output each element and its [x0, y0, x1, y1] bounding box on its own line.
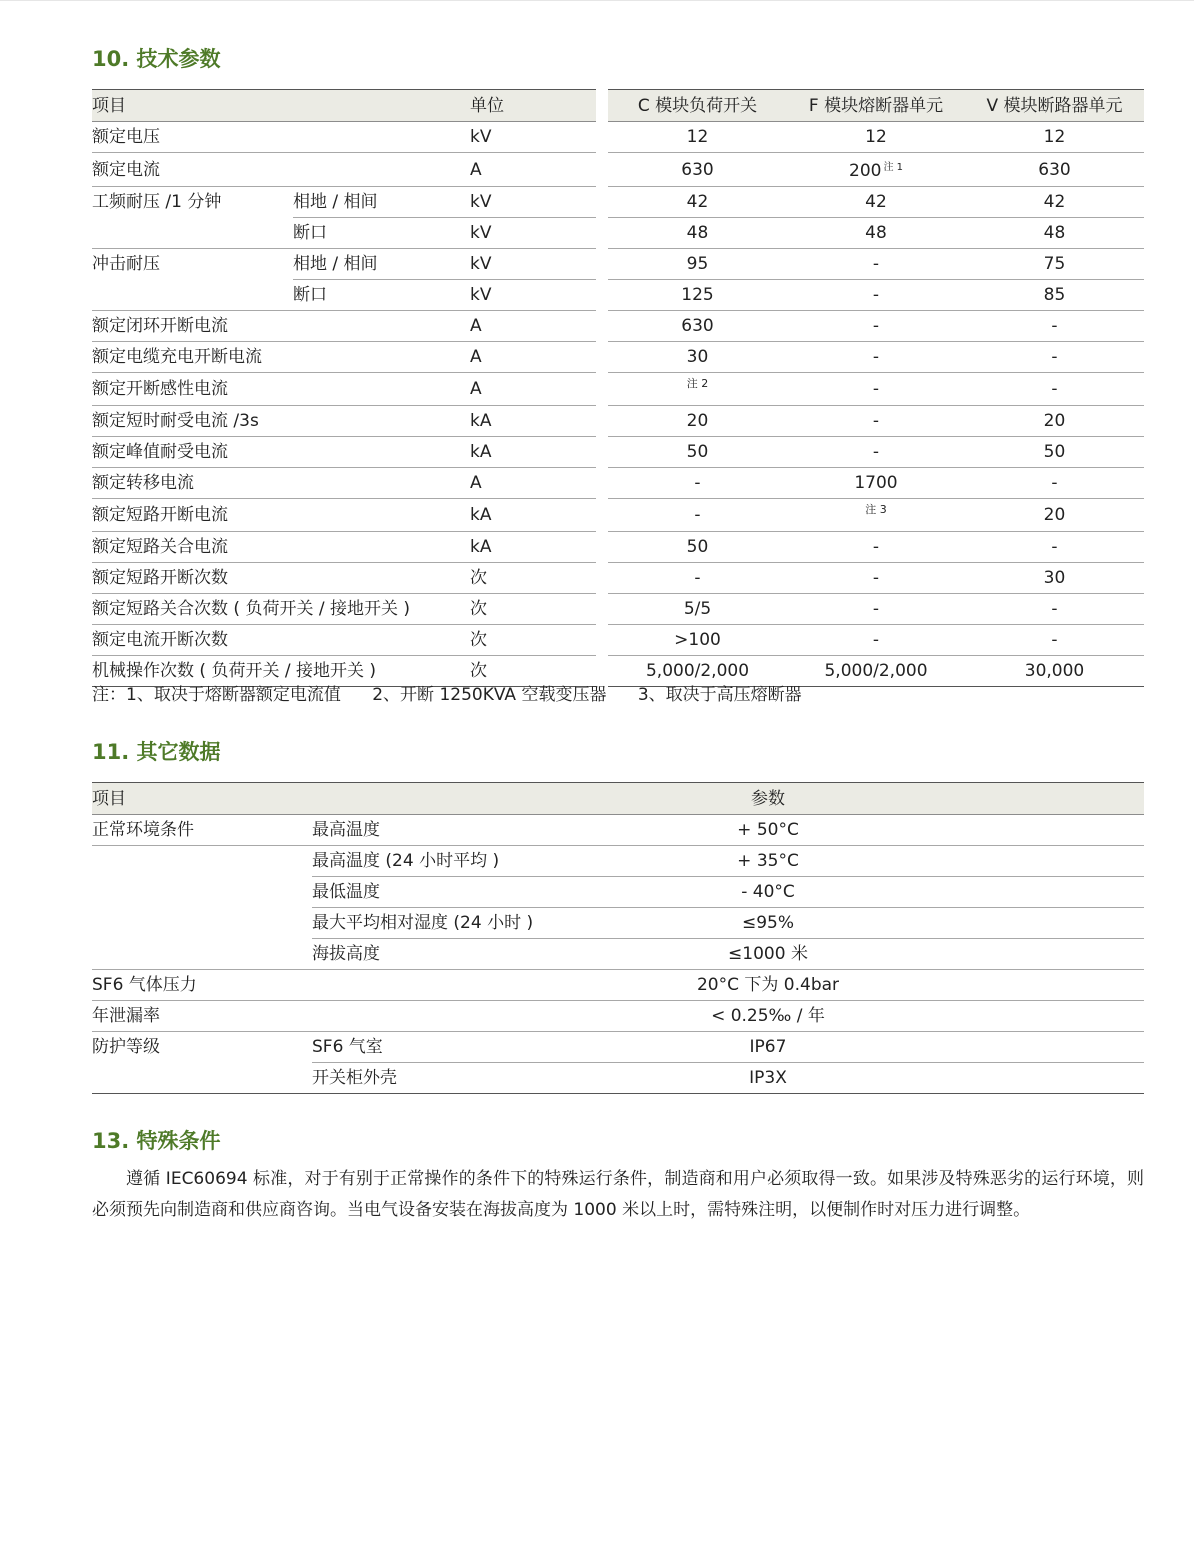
cell-c: 5/5	[608, 594, 787, 625]
cell-f: -	[787, 249, 965, 280]
row-unit: A	[470, 311, 596, 342]
row-value: IP67	[542, 1032, 1144, 1063]
header-c-module: C 模块负荷开关	[608, 90, 787, 122]
cell-c: 12	[608, 122, 787, 153]
cell-v: 630	[965, 153, 1144, 187]
table-row	[92, 877, 1144, 908]
row-label: 机械操作次数 ( 负荷开关 / 接地开关 )	[92, 656, 470, 687]
row-unit: kV	[470, 122, 596, 153]
table-row	[92, 311, 1144, 342]
header-item: 项目	[92, 783, 542, 815]
row-label: 额定电流开断次数	[92, 625, 470, 656]
top-rule	[0, 0, 1194, 1]
cell-c: -	[608, 499, 787, 532]
tech-params-table	[92, 89, 1144, 687]
row-unit: A	[470, 153, 596, 187]
row-value: ≤95%	[542, 908, 1144, 939]
cell-f: -	[787, 594, 965, 625]
row-label: 额定电缆充电开断电流	[92, 342, 470, 373]
cell-f: -	[787, 406, 965, 437]
cell-v: 12	[965, 122, 1144, 153]
row-label: 防护等级	[92, 1037, 160, 1058]
table-row	[92, 249, 1144, 280]
cell-v: 42	[965, 187, 1144, 218]
table-row	[92, 1063, 1144, 1094]
row-label: 额定短路开断电流	[92, 499, 470, 532]
footnote-marker: 注 2	[686, 377, 709, 390]
table-header-row	[92, 783, 1144, 815]
cell-f: -	[787, 625, 965, 656]
cell-c: 30	[608, 342, 787, 373]
cell-c: >100	[608, 625, 787, 656]
row-sublabel: 相地 / 相间	[293, 249, 470, 280]
footnote-2: 2、开断 1250KVA 空载变压器	[372, 685, 607, 705]
special-conditions-paragraph: 遵循 IEC60694 标准，对于有别于正常操作的条件下的特殊运行条件，制造商和用户必须取得一致。如果涉及特殊恶劣的运行环境，则必须预先向制造商和供应商咨询。当电气设备安装在海拔高度为 1000 米以上时，需特殊注明，以便制作时对压力进行调整。	[92, 1169, 1144, 1220]
cell-f: 42	[787, 187, 965, 218]
footnote-1: 注：1、取决于熔断器额定电流值	[92, 685, 341, 705]
row-label: 额定短路关合次数 ( 负荷开关 / 接地开关 )	[92, 594, 470, 625]
table-row	[92, 280, 1144, 311]
table-row	[92, 468, 1144, 499]
cell-f: -	[787, 373, 965, 406]
row-label: 工频耐压 /1 分钟	[92, 192, 222, 213]
row-unit: A	[470, 468, 596, 499]
header-unit: 单位	[470, 90, 596, 122]
cell-v: -	[965, 468, 1144, 499]
row-value: 20°C 下为 0.4bar	[542, 970, 1144, 1001]
table-row	[92, 815, 1144, 846]
cell-f: 1700	[787, 468, 965, 499]
cell-f: 48	[787, 218, 965, 249]
row-label: 冲击耐压	[92, 254, 160, 275]
row-sublabel: 最高温度	[312, 815, 542, 846]
row-label: 额定电流	[92, 153, 470, 187]
cell-f: -	[787, 342, 965, 373]
header-v-module: V 模块断路器单元	[965, 90, 1144, 122]
cell-c: 95	[608, 249, 787, 280]
row-sublabel: 断口	[293, 280, 470, 311]
row-unit: 次	[470, 656, 596, 687]
table-row	[92, 187, 1144, 218]
table-row	[92, 625, 1144, 656]
row-unit: A	[470, 373, 596, 406]
other-data-table	[92, 782, 1144, 1094]
cell-f	[787, 153, 965, 187]
header-f-module: F 模块熔断器单元	[787, 90, 965, 122]
row-label: 额定开断感性电流	[92, 373, 470, 406]
row-value: + 50°C	[542, 815, 1144, 846]
table-footnotes	[92, 680, 828, 705]
row-unit: A	[470, 342, 596, 373]
cell-c: 50	[608, 532, 787, 563]
table-row	[92, 218, 1144, 249]
table-row	[92, 532, 1144, 563]
table-row	[92, 908, 1144, 939]
cell-f: -	[787, 437, 965, 468]
table-row	[92, 373, 1144, 406]
cell-f	[787, 499, 965, 532]
cell-f: -	[787, 563, 965, 594]
cell-c: 42	[608, 187, 787, 218]
row-label: SF6 气体压力	[92, 970, 542, 1001]
cell-f: -	[787, 311, 965, 342]
section-10-title: 10. 技术参数	[92, 47, 221, 71]
row-label: 正常环境条件	[92, 815, 312, 846]
cell-v: 85	[965, 280, 1144, 311]
table-row	[92, 437, 1144, 468]
cell-v: -	[965, 373, 1144, 406]
cell-c	[608, 373, 787, 406]
cell-f: 12	[787, 122, 965, 153]
cell-v: 50	[965, 437, 1144, 468]
row-sublabel: 海拔高度	[312, 939, 542, 970]
cell-c: 20	[608, 406, 787, 437]
table-row	[92, 122, 1144, 153]
row-unit: kV	[470, 249, 596, 280]
row-value: ≤1000 米	[542, 939, 1144, 970]
table-row	[92, 939, 1144, 970]
cell-f: 5,000/2,000	[787, 656, 965, 687]
row-unit: kV	[470, 280, 596, 311]
cell-c: 630	[608, 311, 787, 342]
row-label: 额定电压	[92, 122, 470, 153]
row-label: 年泄漏率	[92, 1001, 542, 1032]
cell-c: 5,000/2,000	[608, 656, 787, 687]
row-unit: kA	[470, 406, 596, 437]
row-label: 额定短路开断次数	[92, 563, 470, 594]
row-unit: kA	[470, 532, 596, 563]
row-unit: kA	[470, 437, 596, 468]
cell-v: -	[965, 594, 1144, 625]
cell-f-value: 200	[849, 161, 882, 181]
cell-c: 48	[608, 218, 787, 249]
table-row	[92, 499, 1144, 532]
row-label: 额定短时耐受电流 /3s	[92, 406, 470, 437]
row-sublabel: 开关柜外壳	[312, 1063, 542, 1094]
row-value: < 0.25‰ / 年	[542, 1001, 1144, 1032]
cell-f: -	[787, 532, 965, 563]
cell-v: 20	[965, 406, 1144, 437]
row-value: + 35°C	[542, 846, 1144, 877]
header-param: 参数	[542, 783, 1144, 815]
table-row	[92, 1032, 1144, 1063]
section-11-title: 11. 其它数据	[92, 740, 221, 764]
row-label: 额定短路关合电流	[92, 532, 470, 563]
cell-c: 50	[608, 437, 787, 468]
cell-c: 630	[608, 153, 787, 187]
table-row	[92, 594, 1144, 625]
cell-f: -	[787, 280, 965, 311]
cell-v: 48	[965, 218, 1144, 249]
table-row	[92, 563, 1144, 594]
cell-v: -	[965, 342, 1144, 373]
cell-c: 125	[608, 280, 787, 311]
row-sublabel: 最大平均相对湿度 (24 小时 )	[312, 908, 542, 939]
row-sublabel: 相地 / 相间	[293, 187, 470, 218]
row-sublabel: 最低温度	[312, 877, 542, 908]
cell-v: -	[965, 532, 1144, 563]
row-unit: 次	[470, 625, 596, 656]
cell-v: -	[965, 625, 1144, 656]
cell-c: -	[608, 563, 787, 594]
footnote-marker: 注 3	[865, 503, 887, 516]
cell-v: 20	[965, 499, 1144, 532]
footnote-3: 3、取决于高压熔断器	[637, 685, 802, 705]
table-row	[92, 970, 1144, 1001]
row-unit: kV	[470, 218, 596, 249]
row-unit: 次	[470, 594, 596, 625]
table-header-row	[92, 90, 1144, 122]
row-value: IP3X	[542, 1063, 1144, 1094]
row-value: - 40°C	[542, 877, 1144, 908]
cell-v: 30,000	[965, 656, 1144, 687]
header-item: 项目	[92, 90, 470, 122]
cell-v: -	[965, 311, 1144, 342]
table-row	[92, 406, 1144, 437]
table-row	[92, 846, 1144, 877]
row-label: 额定峰值耐受电流	[92, 437, 470, 468]
cell-v: 30	[965, 563, 1144, 594]
row-sublabel: 最高温度 (24 小时平均 )	[312, 846, 542, 877]
cell-v: 75	[965, 249, 1144, 280]
row-unit: kV	[470, 187, 596, 218]
row-unit: kA	[470, 499, 596, 532]
row-sublabel: SF6 气室	[312, 1032, 542, 1063]
footnote-marker: 注 1	[883, 162, 903, 173]
row-sublabel: 断口	[293, 218, 470, 249]
table-row	[92, 1001, 1144, 1032]
cell-c: -	[608, 468, 787, 499]
row-label: 额定闭环开断电流	[92, 311, 470, 342]
section-13-title: 13. 特殊条件	[92, 1129, 221, 1153]
row-label: 额定转移电流	[92, 468, 470, 499]
table-row	[92, 342, 1144, 373]
table-row	[92, 153, 1144, 187]
row-unit: 次	[470, 563, 596, 594]
